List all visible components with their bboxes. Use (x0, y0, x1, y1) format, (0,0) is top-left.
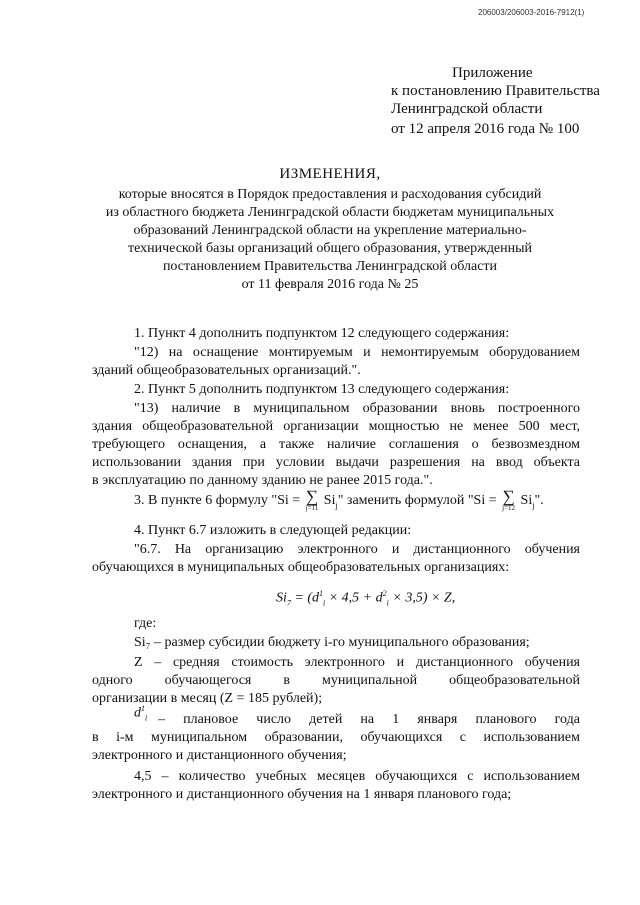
item-4: 4. Пункт 6.7 изложить в следующей редакции: (134, 523, 412, 538)
formula-old-term: Si (323, 493, 336, 509)
formula-new-sub: j (532, 501, 535, 511)
formula-eq: = (d (290, 590, 319, 606)
item-2-quote-line-1: "13) наличие в муниципальном образовании вновь построенного (134, 401, 580, 416)
formula-sup-2: 2 (382, 589, 387, 598)
item-2-quote-line-5: в эксплуатацию по данному зданию не ранее 2015 года.". (92, 473, 433, 488)
title-line-4: технической базы организаций общего образования, утвержденный (127, 241, 533, 256)
formula-sup-1: 1 (319, 589, 323, 598)
doc-title: ИЗМЕНЕНИЯ, (279, 166, 381, 182)
title-line-1: которые вносятся в Порядок предоставления и расходования субсидий (118, 187, 542, 202)
item-3-text-b: " заменить формулой " (337, 493, 474, 508)
formula-sub-i-2: i (386, 598, 389, 608)
definition-d-line-2: в i-м муниципальном образовании, обучающихся с использованием (92, 730, 580, 745)
header-line-3: Ленинградской области (391, 101, 543, 117)
formula-old-lhs: Si = (277, 493, 304, 509)
item-2: 2. Пункт 5 дополнить подпунктом 13 следующего содержания: (134, 382, 510, 397)
formula-sub-i-1: i (323, 598, 326, 608)
formula-old-sub: j (335, 501, 338, 511)
definition-z-line-2: одного обучающегося в муниципальной общеобразовательной (92, 673, 580, 688)
formula-mid-2: × 3,5) × Z, (388, 590, 456, 606)
title-line-2: из областного бюджета Ленинградской области бюджетам муниципальных (105, 205, 555, 220)
item-2-quote-line-2: здания общеобразовательной организации мощностью не менее 500 мест, (92, 419, 580, 434)
sum-symbol-new: ∑ j=12 (502, 487, 516, 512)
header-line-2: к постановлению Правительства (391, 83, 600, 99)
d-sup: 1 (141, 704, 145, 713)
definition-si7: Si₇ – размер субсидии бюджету i-го муниципального образования; (134, 635, 530, 650)
formula-new (473, 487, 535, 512)
definition-d-line-3: электронного и дистанционного обучения; (92, 748, 347, 763)
item-2-quote-line-4: использовании здания при условии выдачи разрешения на ввод объекта (92, 455, 580, 470)
item-2-quote-line-3: требующего оснащения, а также наличие соглашения о безвозмездном (92, 437, 580, 452)
item-4-quote-line-2: обучающихся в муниципальных общеобразовательных организациях: (92, 560, 510, 575)
formula-old (277, 487, 338, 512)
definition-45-line-1: 4,5 – количество учебных месяцев обучающихся с использованием (134, 769, 580, 784)
appendix-label: Приложение (452, 65, 533, 81)
item-3-text-a: 3. В пункте 6 формулу " (134, 493, 278, 508)
definition-z-line-1: Z – средняя стоимость электронного и дистанционного обучения (134, 655, 580, 670)
definition-z-line-3: организации в месяц (Z = 185 рублей); (92, 691, 323, 706)
formula-si: Si (276, 590, 287, 606)
item-3 (134, 487, 544, 515)
where-label: где: (134, 616, 157, 631)
d-sub: i (145, 713, 148, 723)
formula-sub-7: 7 (286, 598, 291, 608)
formula-mid-1: × 4,5 + d (325, 590, 383, 606)
formula-new-term: Si (520, 493, 533, 509)
title-line-6: от 11 февраля 2016 года № 25 (241, 277, 419, 292)
item-1-quote-line-2: зданий общеобразовательных организаций.". (92, 363, 361, 378)
d-symbol: d (134, 705, 141, 721)
formula-new-lhs: Si = (473, 493, 501, 509)
title-line-3: образований Ленинградской области на укрепление материально- (133, 223, 527, 238)
item-4-quote-line-1: "6.7. На организацию электронного и дистанционного обучения (134, 542, 580, 557)
item-3-text-c: ". (534, 493, 544, 508)
document-number: 206003/206003-2016-7912(1) (478, 8, 585, 17)
sum-index-new: j=12 (502, 504, 516, 512)
item-1: 1. Пункт 4 дополнить подпунктом 12 следующего содержания: (134, 326, 510, 341)
formula-si7 (276, 589, 455, 607)
title-line-5: постановлением Правительства Ленинградской области (162, 259, 498, 274)
definition-d-symbol (134, 704, 147, 722)
item-1-quote-line-1: "12) на оснащение монтируемым и немонтируемым оборудованием (134, 345, 580, 360)
header-date-number: от 12 апреля 2016 года № 100 (391, 121, 580, 137)
definition-45-line-2: электронного и дистанционного обучения на 1 января планового года; (92, 787, 512, 802)
sum-index-old: j=11 (305, 504, 319, 512)
sum-symbol-old: ∑ j=11 (305, 487, 319, 512)
definition-d-line-1: – плановое число детей на 1 января планового года (158, 712, 580, 727)
